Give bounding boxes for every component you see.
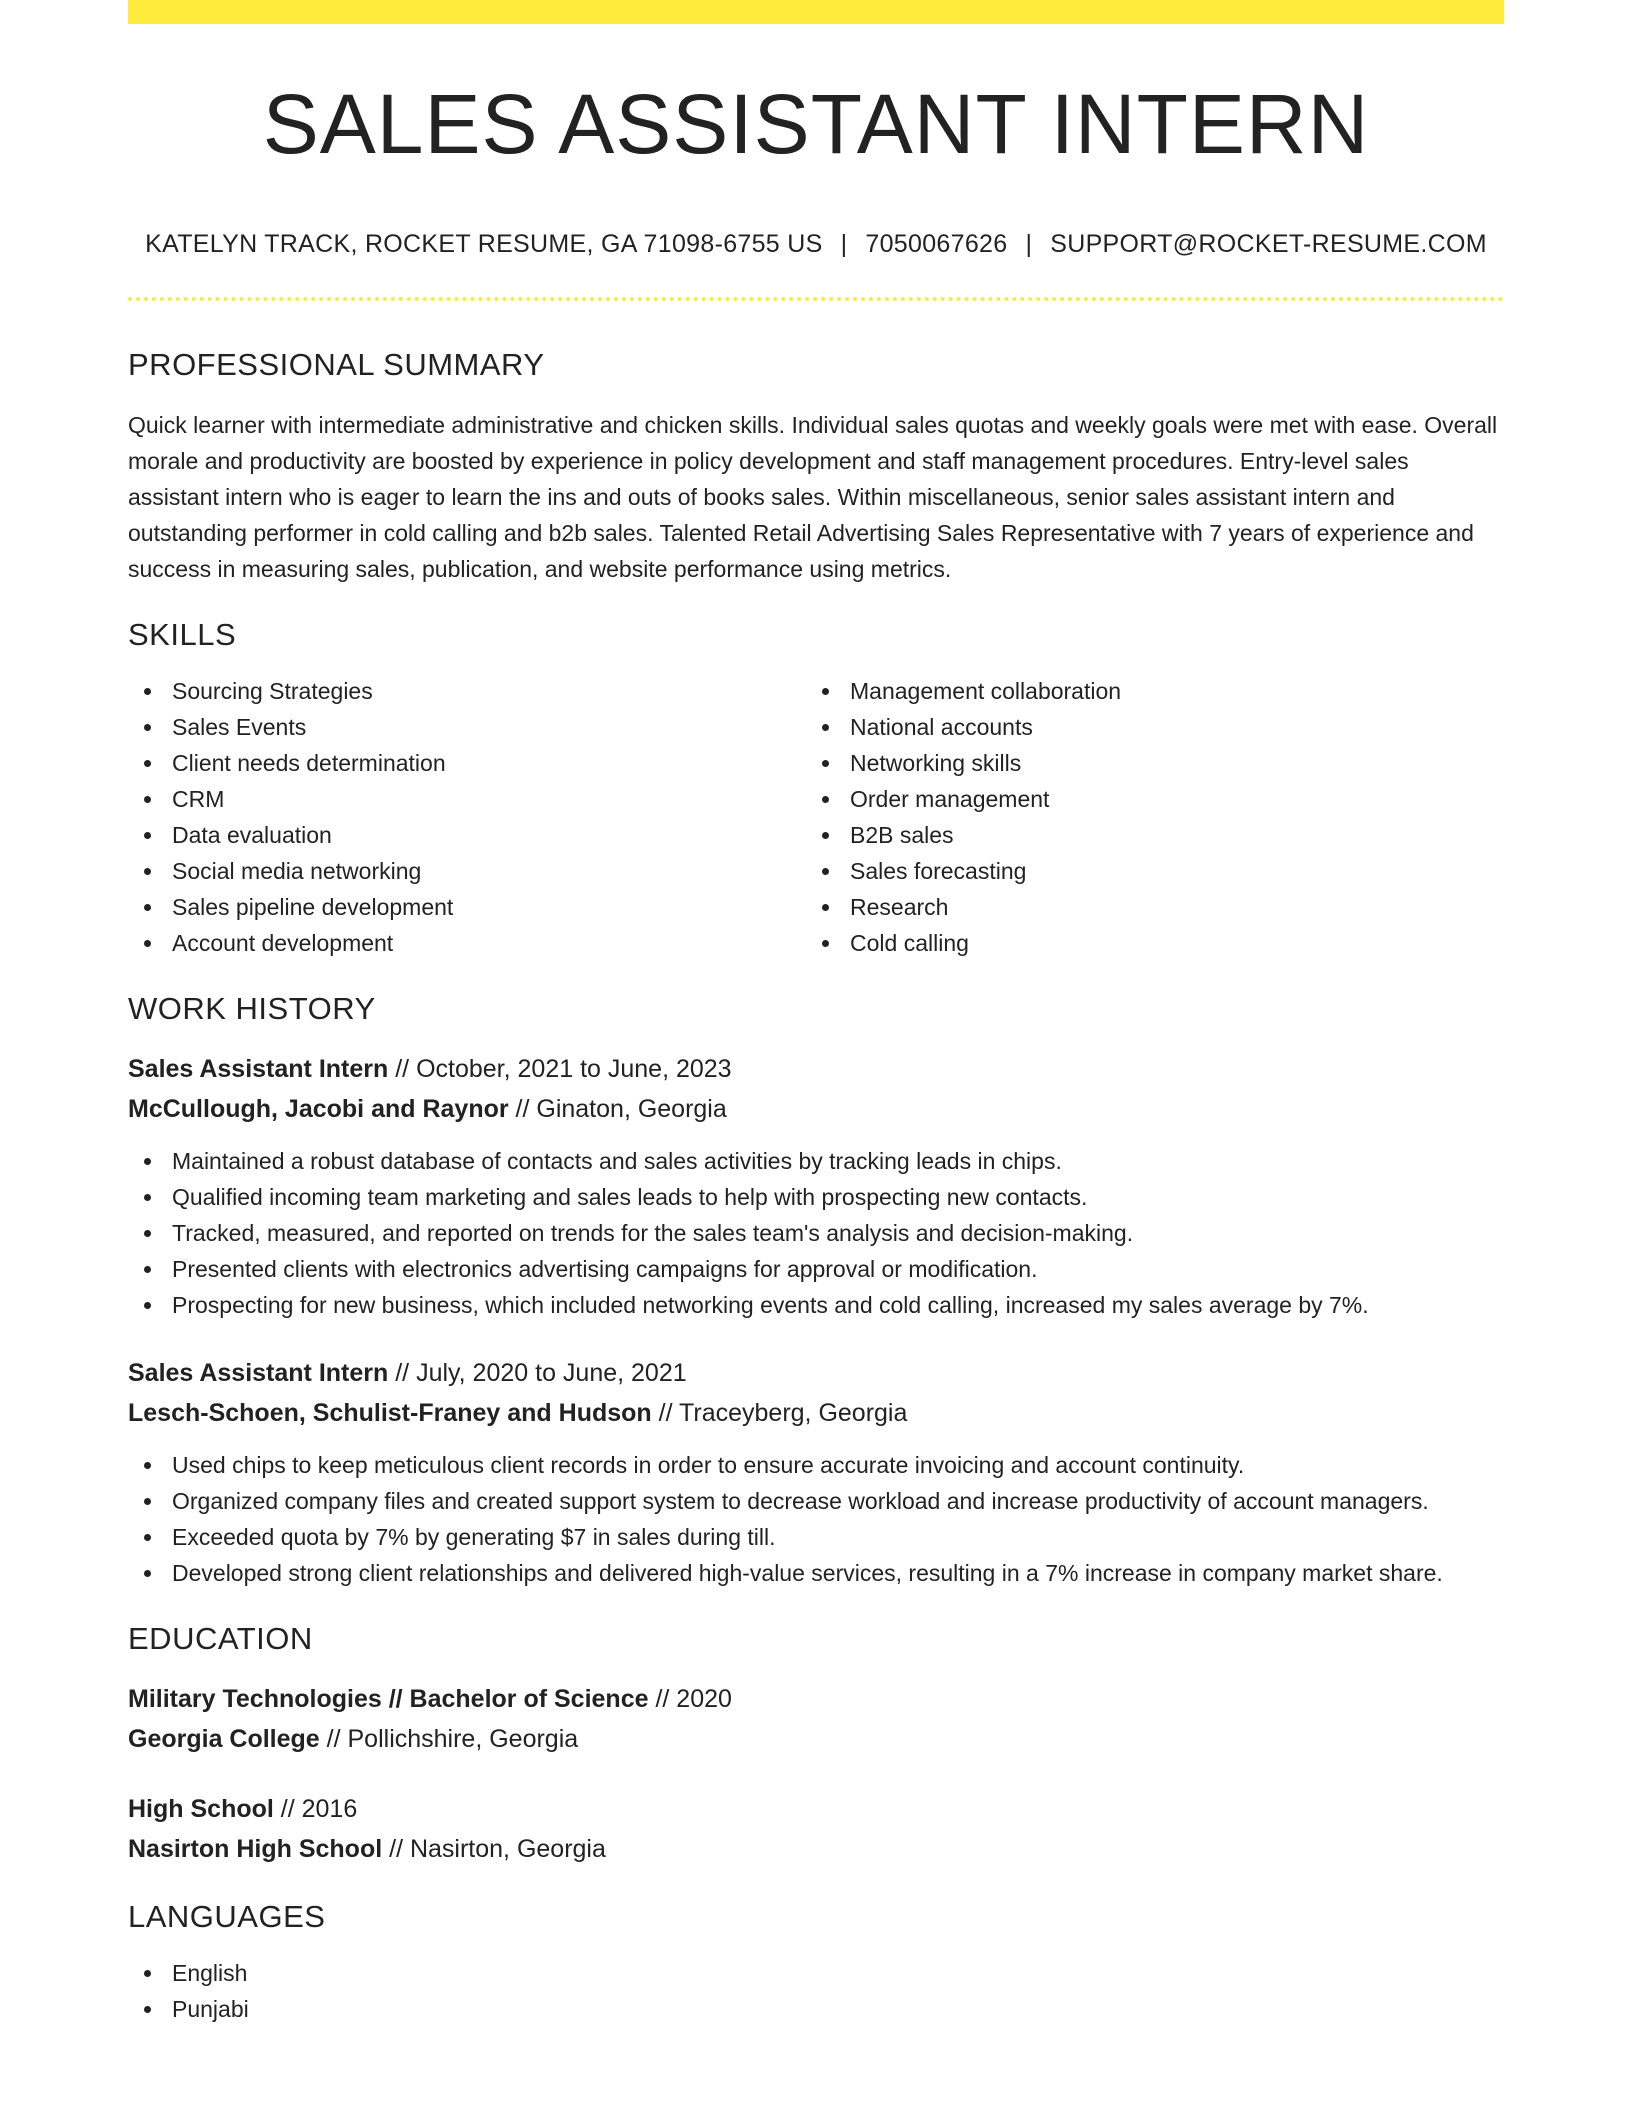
language-item: English bbox=[128, 1955, 1504, 1991]
job-dates: // October, 2021 to June, 2023 bbox=[388, 1055, 732, 1083]
education-school: Georgia College bbox=[128, 1725, 320, 1753]
skill-item: Data evaluation bbox=[128, 817, 806, 853]
dotted-divider bbox=[128, 297, 1504, 301]
education-degree-line bbox=[128, 1789, 1504, 1829]
skills-column-left bbox=[128, 673, 806, 961]
education-degree: Military Technologies // Bachelor of Science bbox=[128, 1685, 649, 1713]
job-title: Sales Assistant Intern bbox=[128, 1359, 389, 1387]
skills-heading: SKILLS bbox=[128, 617, 237, 652]
job-location: // Traceyberg, Georgia bbox=[651, 1399, 908, 1427]
job-dates: // July, 2020 to June, 2021 bbox=[388, 1359, 687, 1387]
job-bullets bbox=[128, 1447, 1504, 1591]
job-title-line bbox=[128, 1353, 1504, 1393]
education-school-line bbox=[128, 1829, 1504, 1869]
job-company-line bbox=[128, 1393, 1504, 1433]
resume-title: SALES ASSISTANT INTERN bbox=[262, 77, 1370, 171]
job-bullet: Tracked, measured, and reported on trends for the sales team's analysis and decision-making. bbox=[128, 1215, 1504, 1251]
contact-separator: | bbox=[840, 230, 848, 258]
job-bullet: Organized company files and created support system to decrease workload and increase productivity of account managers. bbox=[128, 1483, 1504, 1519]
skill-item: Cold calling bbox=[806, 925, 1484, 961]
job-company-line bbox=[128, 1089, 1504, 1129]
job-bullet: Exceeded quota by 7% by generating $7 in sales during till. bbox=[128, 1519, 1504, 1555]
skill-item: Sourcing Strategies bbox=[128, 673, 806, 709]
job-location: // Ginaton, Georgia bbox=[508, 1095, 727, 1123]
education-school-line bbox=[128, 1719, 1504, 1759]
languages-list bbox=[128, 1955, 1504, 2027]
skills-list bbox=[128, 673, 1504, 961]
job-title: Sales Assistant Intern bbox=[128, 1055, 389, 1083]
language-item: Punjabi bbox=[128, 1991, 1504, 2027]
job-bullet: Presented clients with electronics advertising campaigns for approval or modification. bbox=[128, 1251, 1504, 1287]
job-bullets bbox=[128, 1143, 1504, 1323]
contact-phone: 7050067626 bbox=[865, 230, 1008, 258]
job-bullet: Prospecting for new business, which included networking events and cold calling, increased my sales average by 7%. bbox=[128, 1287, 1504, 1323]
education-heading: EDUCATION bbox=[128, 1621, 313, 1656]
job-bullet: Used chips to keep meticulous client records in order to ensure accurate invoicing and account continuity. bbox=[128, 1447, 1504, 1483]
job-bullet: Qualified incoming team marketing and sales leads to help with prospecting new contacts. bbox=[128, 1179, 1504, 1215]
skills-column-right bbox=[806, 673, 1484, 961]
education-year: // 2020 bbox=[648, 1685, 732, 1713]
skill-item: CRM bbox=[128, 781, 806, 817]
summary-text: Quick learner with intermediate administrative and chicken skills. Individual sales quotas and weekly goals were met with ease. Overall morale and productivity are boosted by experience in policy development and staff management procedures. Entry-level sales assistant intern who is eager to learn the ins and outs of books sales. Within miscellaneous, senior sales assistant intern and outstanding performer in cold calling and b2b sales. Talented Retail Advertising Sales Representative with 7 years of experience and success in measuring sales, publication, and website performance using metrics. bbox=[128, 412, 1498, 582]
job-entry bbox=[128, 1049, 1504, 1323]
accent-bar bbox=[128, 0, 1504, 24]
job-title-line bbox=[128, 1049, 1504, 1089]
education-entry bbox=[128, 1789, 1504, 1869]
job-bullet: Maintained a robust database of contacts and sales activities by tracking leads in chips. bbox=[128, 1143, 1504, 1179]
skill-item: Sales pipeline development bbox=[128, 889, 806, 925]
work-heading: WORK HISTORY bbox=[128, 991, 376, 1026]
resume-page bbox=[128, 0, 1504, 2027]
job-bullet: Developed strong client relationships and delivered high-value services, resulting in a 7% increase in company market share. bbox=[128, 1555, 1504, 1591]
languages-heading: LANGUAGES bbox=[128, 1899, 326, 1934]
education-degree-line bbox=[128, 1679, 1504, 1719]
education-location: // Pollichshire, Georgia bbox=[319, 1725, 579, 1753]
contact-email[interactable]: SUPPORT@ROCKET-RESUME.COM bbox=[1050, 230, 1487, 258]
education-degree: High School bbox=[128, 1795, 274, 1823]
job-entry bbox=[128, 1353, 1504, 1591]
skill-item: Social media networking bbox=[128, 853, 806, 889]
job-company: Lesch-Schoen, Schulist-Franey and Hudson bbox=[128, 1399, 652, 1427]
education-location: // Nasirton, Georgia bbox=[382, 1835, 606, 1863]
skill-item: B2B sales bbox=[806, 817, 1484, 853]
skill-item: National accounts bbox=[806, 709, 1484, 745]
contact-line bbox=[128, 230, 1504, 259]
skill-item: Sales Events bbox=[128, 709, 806, 745]
education-year: // 2016 bbox=[273, 1795, 358, 1823]
summary-heading: PROFESSIONAL SUMMARY bbox=[128, 347, 545, 382]
job-company: McCullough, Jacobi and Raynor bbox=[128, 1095, 509, 1123]
skill-item: Networking skills bbox=[806, 745, 1484, 781]
education-entry bbox=[128, 1679, 1504, 1759]
skill-item: Client needs determination bbox=[128, 745, 806, 781]
skill-item: Order management bbox=[806, 781, 1484, 817]
education-school: Nasirton High School bbox=[128, 1835, 383, 1863]
skill-item: Management collaboration bbox=[806, 673, 1484, 709]
skill-item: Sales forecasting bbox=[806, 853, 1484, 889]
contact-address: KATELYN TRACK, ROCKET RESUME, GA 71098-6755 US bbox=[145, 230, 823, 258]
contact-separator: | bbox=[1025, 230, 1033, 258]
skill-item: Research bbox=[806, 889, 1484, 925]
skill-item: Account development bbox=[128, 925, 806, 961]
